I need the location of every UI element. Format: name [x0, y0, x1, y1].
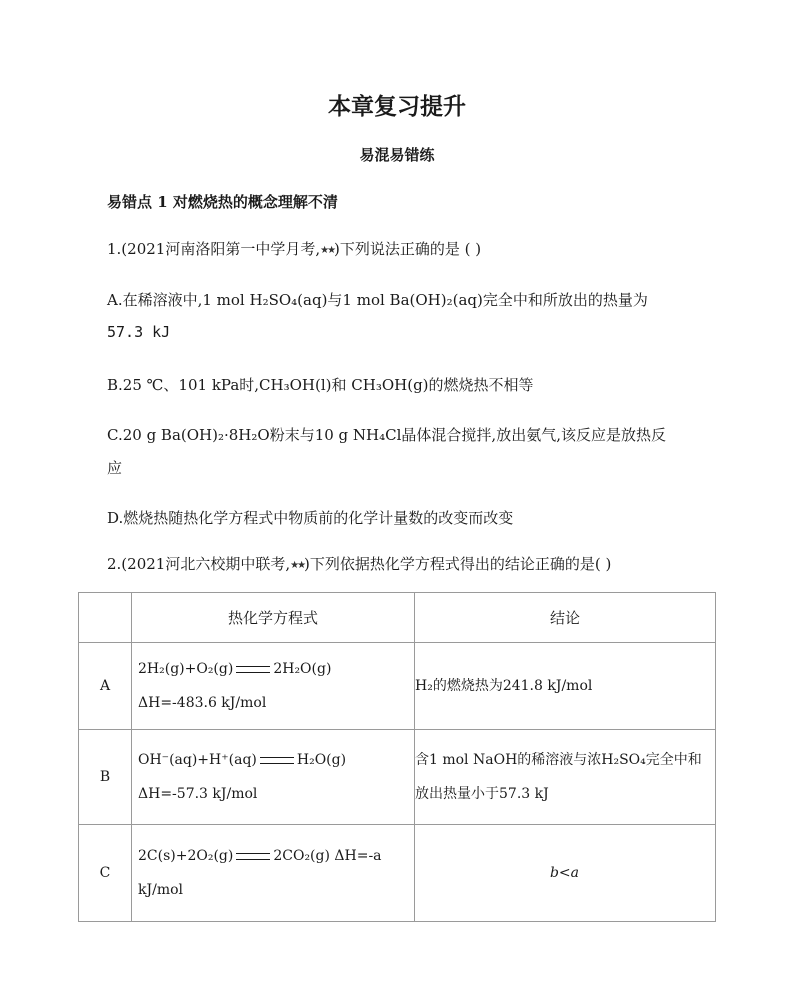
table-header-row: [79, 593, 716, 643]
equals-arrow-icon: [236, 853, 270, 860]
table-row: [79, 730, 716, 825]
section-subtitle: 易混易错练: [359, 146, 435, 164]
equation-right: 2CO₂(g) ΔH=-a: [273, 848, 382, 864]
table-header-cell: 热化学方程式: [132, 593, 415, 643]
question-1-option-c-line1: C.20 g Ba(OH)₂·8H₂O粉末与10 g NH₄Cl晶体混合搅拌,放出氨气,该反应是放热反: [107, 426, 666, 444]
error-point-heading: 易错点 1 对燃烧热的概念理解不清: [107, 193, 338, 211]
question-2-stem: [107, 553, 611, 574]
table-header-cell: 结论: [415, 593, 716, 643]
conclusion-line: 含1 mol NaOH的稀溶液与浓H₂SO₄完全中和: [415, 752, 702, 768]
row-label: C: [79, 825, 132, 922]
question-2-stem-b: )下列依据热化学方程式得出的结论正确的是( ): [304, 555, 612, 573]
enthalpy-value: ΔH=-57.3 kJ/mol: [138, 786, 258, 802]
question-1-stem-a: 1.(2021河南洛阳第一中学月考,: [107, 240, 321, 258]
equation-cell: [132, 825, 415, 922]
enthalpy-unit: kJ/mol: [138, 882, 183, 898]
conclusion-line: 放出热量小于57.3 kJ: [415, 786, 549, 802]
question-1-option-c-line2: 应: [107, 459, 123, 477]
question-1-option-a-line1: A.在稀溶液中,1 mol H₂SO₄(aq)与1 mol Ba(OH)₂(aq)完全中和所放出的热量为: [107, 291, 648, 309]
conclusion-cell: b<a: [415, 825, 716, 922]
thermochemistry-table: [78, 592, 716, 922]
row-label: B: [79, 730, 132, 825]
equation-left: 2H₂(g)+O₂(g): [138, 661, 234, 677]
difficulty-stars-icon: ★★: [320, 245, 335, 256]
equation-cell: [132, 643, 415, 730]
enthalpy-value: ΔH=-483.6 kJ/mol: [138, 695, 267, 711]
table-row: [79, 825, 716, 922]
page-title: 本章复习提升: [328, 93, 466, 120]
question-2-stem-a: 2.(2021河北六校期中联考,: [107, 555, 291, 573]
equals-arrow-icon: [236, 666, 270, 673]
equation-left: OH⁻(aq)+H⁺(aq): [138, 752, 257, 768]
equation-right: 2H₂O(g): [273, 661, 332, 677]
equation-right: H₂O(g): [296, 752, 347, 768]
question-1-option-d: D.燃烧热随热化学方程式中物质前的化学计量数的改变而改变: [107, 509, 514, 527]
difficulty-stars-icon: ★★: [290, 560, 305, 571]
question-1-option-a-line2: 57.3 kJ: [107, 323, 171, 341]
question-1-stem-b: )下列说法正确的是 ( ): [334, 240, 482, 258]
equation-left: 2C(s)+2O₂(g): [138, 848, 234, 864]
equation-cell: [132, 730, 415, 825]
table-header-cell: [79, 593, 132, 643]
table-row: [79, 643, 716, 730]
conclusion-cell: [415, 730, 716, 825]
question-1-stem: [107, 238, 481, 259]
row-label: A: [79, 643, 132, 730]
conclusion-line: H₂的燃烧热为241.8 kJ/mol: [415, 678, 593, 694]
conclusion-cell: [415, 643, 716, 730]
equals-arrow-icon: [260, 757, 294, 764]
question-1-option-b: B.25 ℃、101 kPa时,CH₃OH(l)和 CH₃OH(g)的燃烧热不相等: [107, 376, 534, 394]
